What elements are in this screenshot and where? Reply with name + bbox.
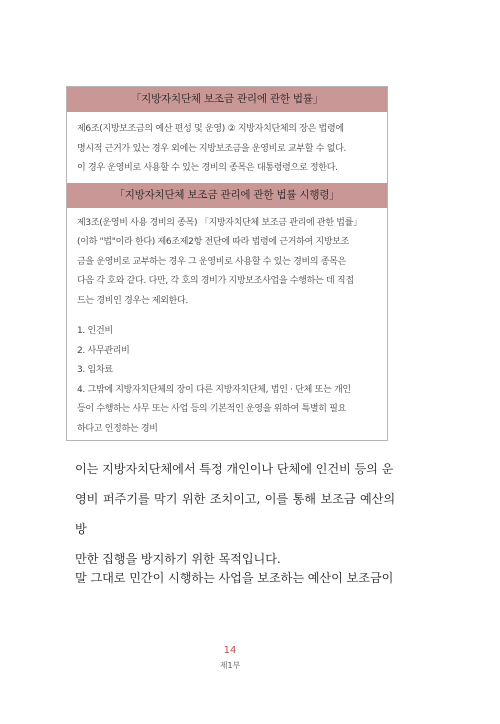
- decree-line: 드는 경비인 경우는 제외한다.: [77, 295, 188, 306]
- paragraph-line: 영비 퍼주기를 막기 위한 조치이고, 이를 통해 보조금 예산의 방: [75, 492, 395, 536]
- list-item: 1. 인건비: [77, 326, 113, 336]
- decree-text: [67, 208, 387, 448]
- list-item: 2. 사무관리비: [77, 345, 130, 356]
- law-excerpt-box: [66, 86, 388, 441]
- law-line: 이 경우 운영비로 사용할 수 있는 경비의 종목은 대통령령으로 정한다.: [77, 163, 338, 173]
- list-item: 3. 임차료: [77, 365, 113, 375]
- law-title: 「지방자치단체 보조금 관리에 관한 법률」: [67, 87, 387, 112]
- law-text: [67, 112, 387, 183]
- page-number: 14: [223, 645, 237, 656]
- list-item: 등이 수행하는 사무 또는 사업 등의 기본적인 운영을 위하여 특별히 필요: [77, 404, 347, 414]
- list-item: 하다고 인정하는 경비: [77, 423, 158, 434]
- list-item: 4. 그밖에 지방자치단체의 장이 다른 지방자치단체, 법인 · 단체 또는 개인: [77, 384, 351, 395]
- paragraph-line: 만한 집행을 방지하기 위한 목적입니다.: [75, 552, 281, 566]
- expense-list: [77, 322, 377, 439]
- body-paragraph-2: [75, 563, 395, 593]
- decree-line: 제3조(운영비 사용 경비의 종목) 「지방자치단체 보조금 관리에 관한 법률」: [77, 217, 362, 228]
- decree-title: 「지방자치단체 보조금 관리에 관한 법률 시행령」: [67, 183, 387, 208]
- decree-line: 금을 운영비로 교부하는 경우 그 운영비로 사용할 수 있는 경비의 종목은: [77, 256, 347, 267]
- part-label: 제1부: [219, 661, 241, 670]
- body-paragraph-1: [75, 454, 395, 574]
- decree-line: 다음 각 호와 같다. 다만, 각 호의 경비가 지방보조사업을 수행하는 데 직접: [77, 276, 354, 286]
- paragraph-line: 이는 지방자치단체에서 특정 개인이나 단체에 인건비 등의 운: [75, 462, 394, 476]
- law-line: 명시적 근거가 있는 경우 외에는 지방보조금을 운영비로 교부할 수 없다.: [77, 143, 347, 154]
- law-line: 제6조(지방보조금의 예산 편성 및 운영) ② 지방자치단체의 장은 법령에: [77, 124, 344, 134]
- decree-line: (이하 "법"이라 한다) 제6조제2항 전단에 따라 법령에 근거하여 지방보조: [77, 237, 350, 247]
- paragraph-line: 말 그대로 민간이 시행하는 사업을 보조하는 예산이 보조금이: [75, 571, 394, 585]
